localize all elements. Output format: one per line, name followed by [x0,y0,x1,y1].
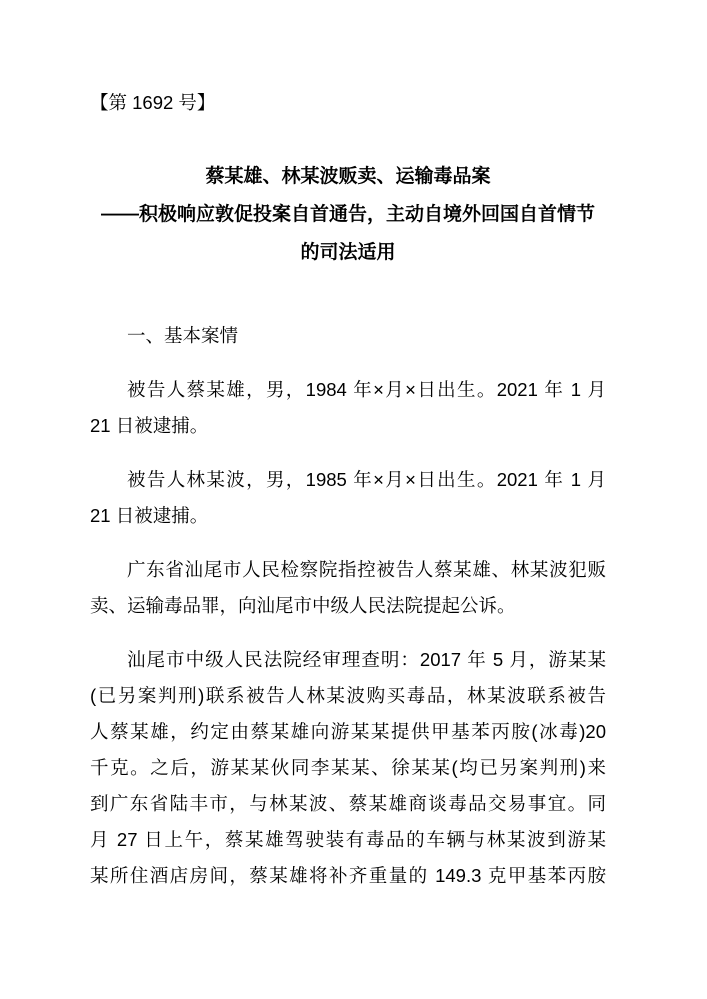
text-line: 被告人林某波，男，1985 年×月×日出生。2021 年 1 月 [127,469,606,490]
text-line: 月 27 日上午，蔡某雄驾驶装有毒品的车辆与林某波到游某 [90,829,606,850]
text-line: 汕尾市中级人民法院经审理查明：2017 年 5 月，游某某 [127,649,606,670]
case-title-subtitle-line: 的司法适用 [300,242,396,263]
case-title-line: 蔡某雄、林某波贩卖、运输毒品案 [205,166,491,187]
text-line: 卖、运输毒品罪，向汕尾市中级人民法院提起公诉。 [90,595,516,616]
text-line: (已另案判刑)联系被告人林某波购买毒品，林某波联系被告 [90,685,606,706]
case-title [90,158,606,272]
case-number: 【第 1692 号】 [90,92,216,113]
text-line: 广东省汕尾市人民检察院指控被告人蔡某雄、林某波犯贩 [127,559,606,580]
text-line: 21 日被逮捕。 [90,415,209,436]
text-line: 被告人蔡某雄，男，1984 年×月×日出生。2021 年 1 月 [127,379,606,400]
text-line: 千克。之后，游某某伙同李某某、徐某某(均已另案判刑)来 [90,757,606,778]
paragraph [90,462,606,534]
text-line: 到广东省陆丰市，与林某波、蔡某雄商谈毒品交易事宜。同 [90,793,606,814]
section-heading-basic-facts: 一、基本案情 [127,325,239,346]
paragraph [90,372,606,444]
paragraph [90,642,606,894]
text-line: 某所住酒店房间，蔡某雄将补齐重量的 149.3 克甲基苯丙胺 [90,865,606,886]
page-content [90,0,606,894]
text-line: 人蔡某雄，约定由蔡某雄向游某某提供甲基苯丙胺(冰毒)20 [90,721,606,742]
case-title-subtitle-line: ——积极响应敦促投案自首通告，主动自境外回国自首情节 [100,204,595,225]
paragraph [90,552,606,624]
text-line: 21 日被逮捕。 [90,505,209,526]
body-paragraphs [90,372,606,894]
